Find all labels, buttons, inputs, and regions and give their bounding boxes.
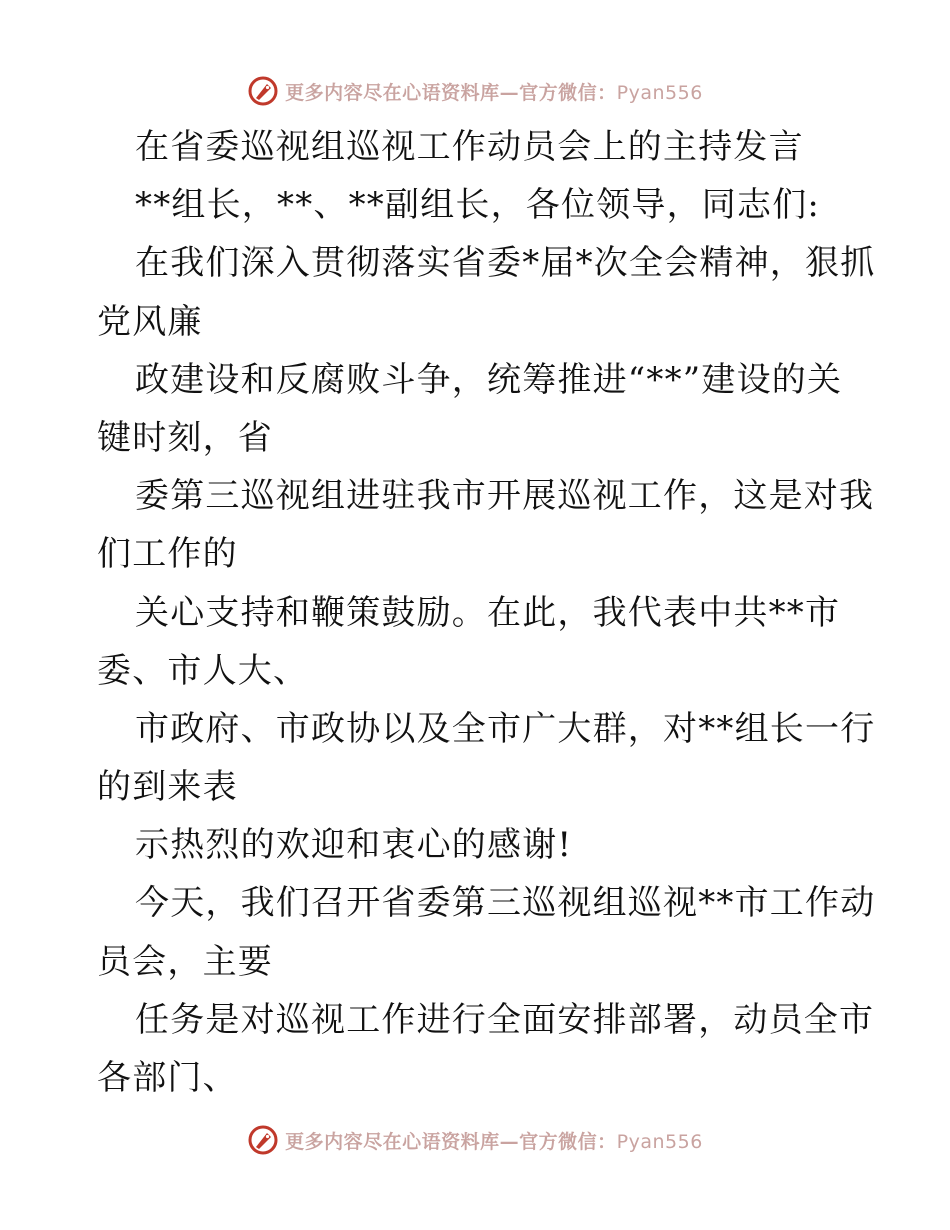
- footer-watermark: [0, 1120, 950, 1160]
- text-line: 党风廉: [97, 301, 203, 342]
- watermark-text: 更多内容尽在心语资料库—官方微信：Pyan556: [285, 81, 703, 104]
- text-line: 在我们深入贯彻落实省委*届*次全会精神，狠抓: [135, 243, 876, 284]
- text-line: 委第三巡视组进驻我市开展巡视工作，这是对我: [135, 476, 875, 517]
- header-watermark: [0, 71, 950, 111]
- text-line: 员会，主要: [97, 941, 273, 982]
- watermark-account: Pyan556: [616, 1130, 703, 1153]
- text-line: 示热烈的欢迎和衷心的感谢!: [135, 825, 573, 866]
- text-line: 政建设和反腐败斗争，统筹推进“**”建设的关: [135, 359, 843, 400]
- text-line: 们工作的: [97, 534, 238, 575]
- watermark-account: Pyan556: [616, 81, 703, 104]
- text-line: 委、市人大、: [97, 650, 309, 691]
- salutation-line: **组长，**、**副组长，各位领导，同志们:: [135, 185, 821, 226]
- text-line: 各部门、: [97, 1058, 238, 1098]
- text-line: 关心支持和鞭策鼓励。在此，我代表中共**市: [135, 592, 841, 633]
- text-line: 的到来表: [97, 767, 238, 808]
- text-line: 任务是对巡视工作进行全面安排部署，动员全市: [135, 999, 875, 1040]
- text-line: 今天，我们召开省委第三巡视组巡视**市工作动: [135, 883, 876, 924]
- text-line: 市政府、市政协以及全市广大群，对**组长一行: [135, 708, 876, 749]
- document-body: [97, 118, 876, 1107]
- pen-nib-logo-icon: [247, 1124, 279, 1156]
- text-line: 键时刻，省: [97, 417, 273, 458]
- watermark-text: 更多内容尽在心语资料库—官方微信：Pyan556: [285, 1130, 703, 1153]
- document-title: 在省委巡视组巡视工作动员会上的主持发言: [135, 127, 804, 167]
- pen-nib-logo-icon: [247, 75, 279, 107]
